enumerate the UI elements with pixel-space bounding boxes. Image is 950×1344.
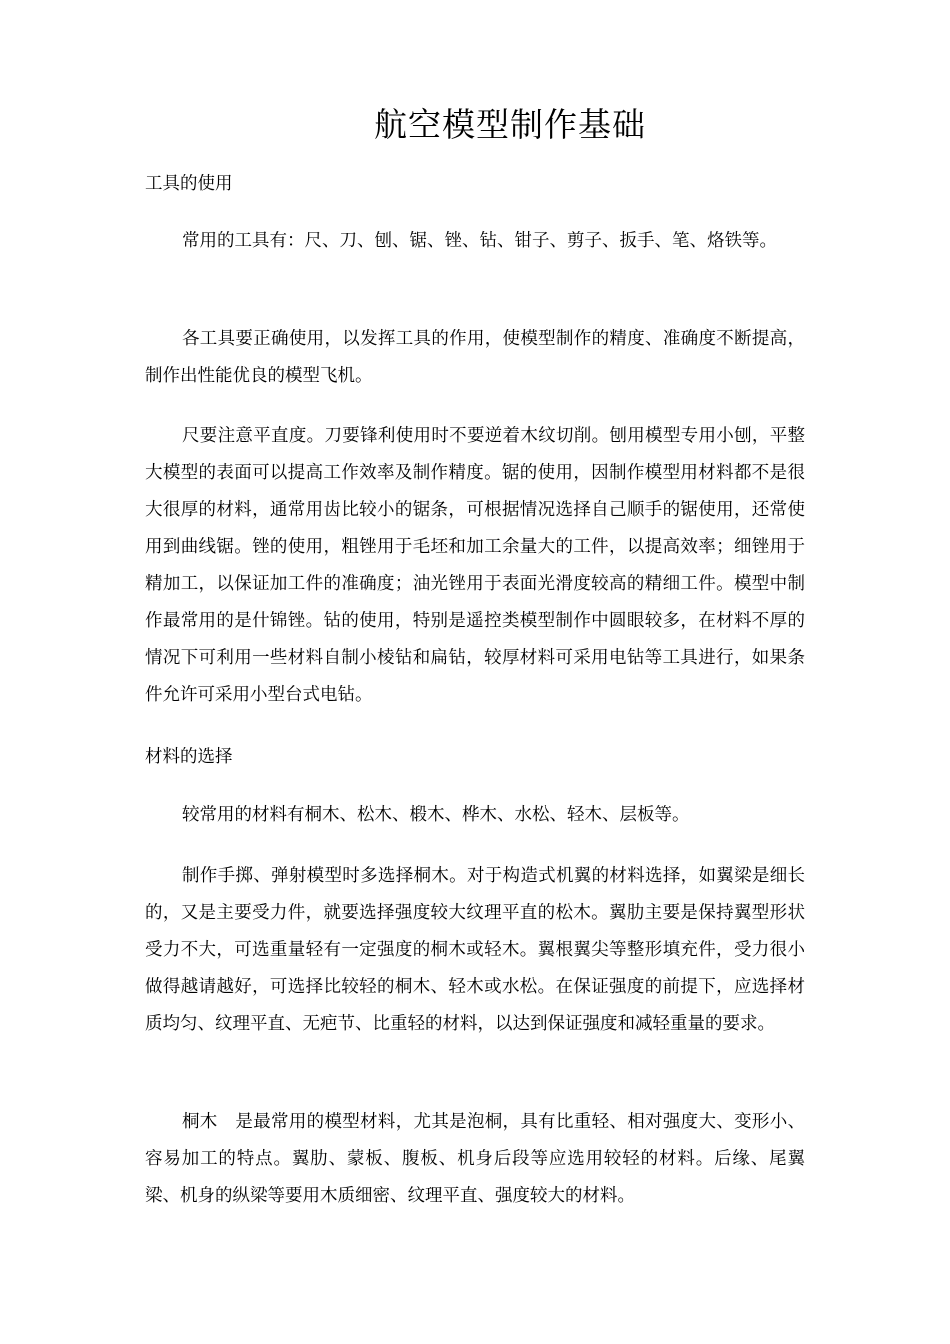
paragraph: 较常用的材料有桐木、松木、椴木、桦木、水松、轻木、层板等。 <box>182 805 690 825</box>
paragraph: 各工具要正确使用，以发挥工具的作用，使模型制作的精度、准确度不断提高，制作出性能优良的模型飞机。 <box>145 329 805 386</box>
section-heading-tools: 工具的使用 <box>145 174 233 194</box>
paragraph: 常用的工具有：尺、刀、刨、锯、锉、钻、钳子、剪子、扳手、笔、烙铁等。 <box>182 231 777 251</box>
paragraph: 制作手掷、弹射模型时多选择桐木。对于构造式机翼的材料选择，如翼梁是细长的，又是主要受力件，就要选择强度较大纹理平直的松木。翼肋主要是保持翼型形状受力不大，可选重量轻有一定强度的桐木或轻木。翼根翼尖等整形填充件，受力很小做得越请越好，可选择比较轻的桐木、轻木或水松。在保证强度的前提下，应选择材质均匀、纹理平直、无疤节、比重轻的材料，以达到保证强度和减轻重量的要求。 <box>145 866 805 1034</box>
paragraph: 尺要注意平直度。刀要锋利使用时不要逆着木纹切削。刨用模型专用小刨，平整大模型的表面可以提高工作效率及制作精度。锯的使用，因制作模型用材料都不是很大很厚的材料，通常用齿比较小的锯条，可根据情况选择自己顺手的锯使用，还常使用到曲线锯。锉的使用，粗锉用于毛坯和加工余量大的工件，以提高效率；细锉用于精加工，以保证加工件的准确度；油光锉用于表面光滑度较高的精细工件。模型中制作最常用的是什锦锉。钻的使用，特别是遥控类模型制作中圆眼较多，在材料不厚的情况下可利用一些材料自制小棱钻和扁钻，较厚材料可采用电钻等工具进行，如果条件允许可采用小型台式电钻。 <box>145 426 805 705</box>
paragraph: 桐木 是最常用的模型材料，尤其是泡桐，具有比重轻、相对强度大、变形小、容易加工的特点。翼肋、蒙板、腹板、机身后段等应选用较轻的材料。后缘、尾翼梁、机身的纵梁等要用木质细密、纹理平直、强度较大的材料。 <box>145 1112 805 1206</box>
section-heading-materials: 材料的选择 <box>145 747 233 767</box>
document-title: 航空模型制作基础 <box>374 105 646 144</box>
